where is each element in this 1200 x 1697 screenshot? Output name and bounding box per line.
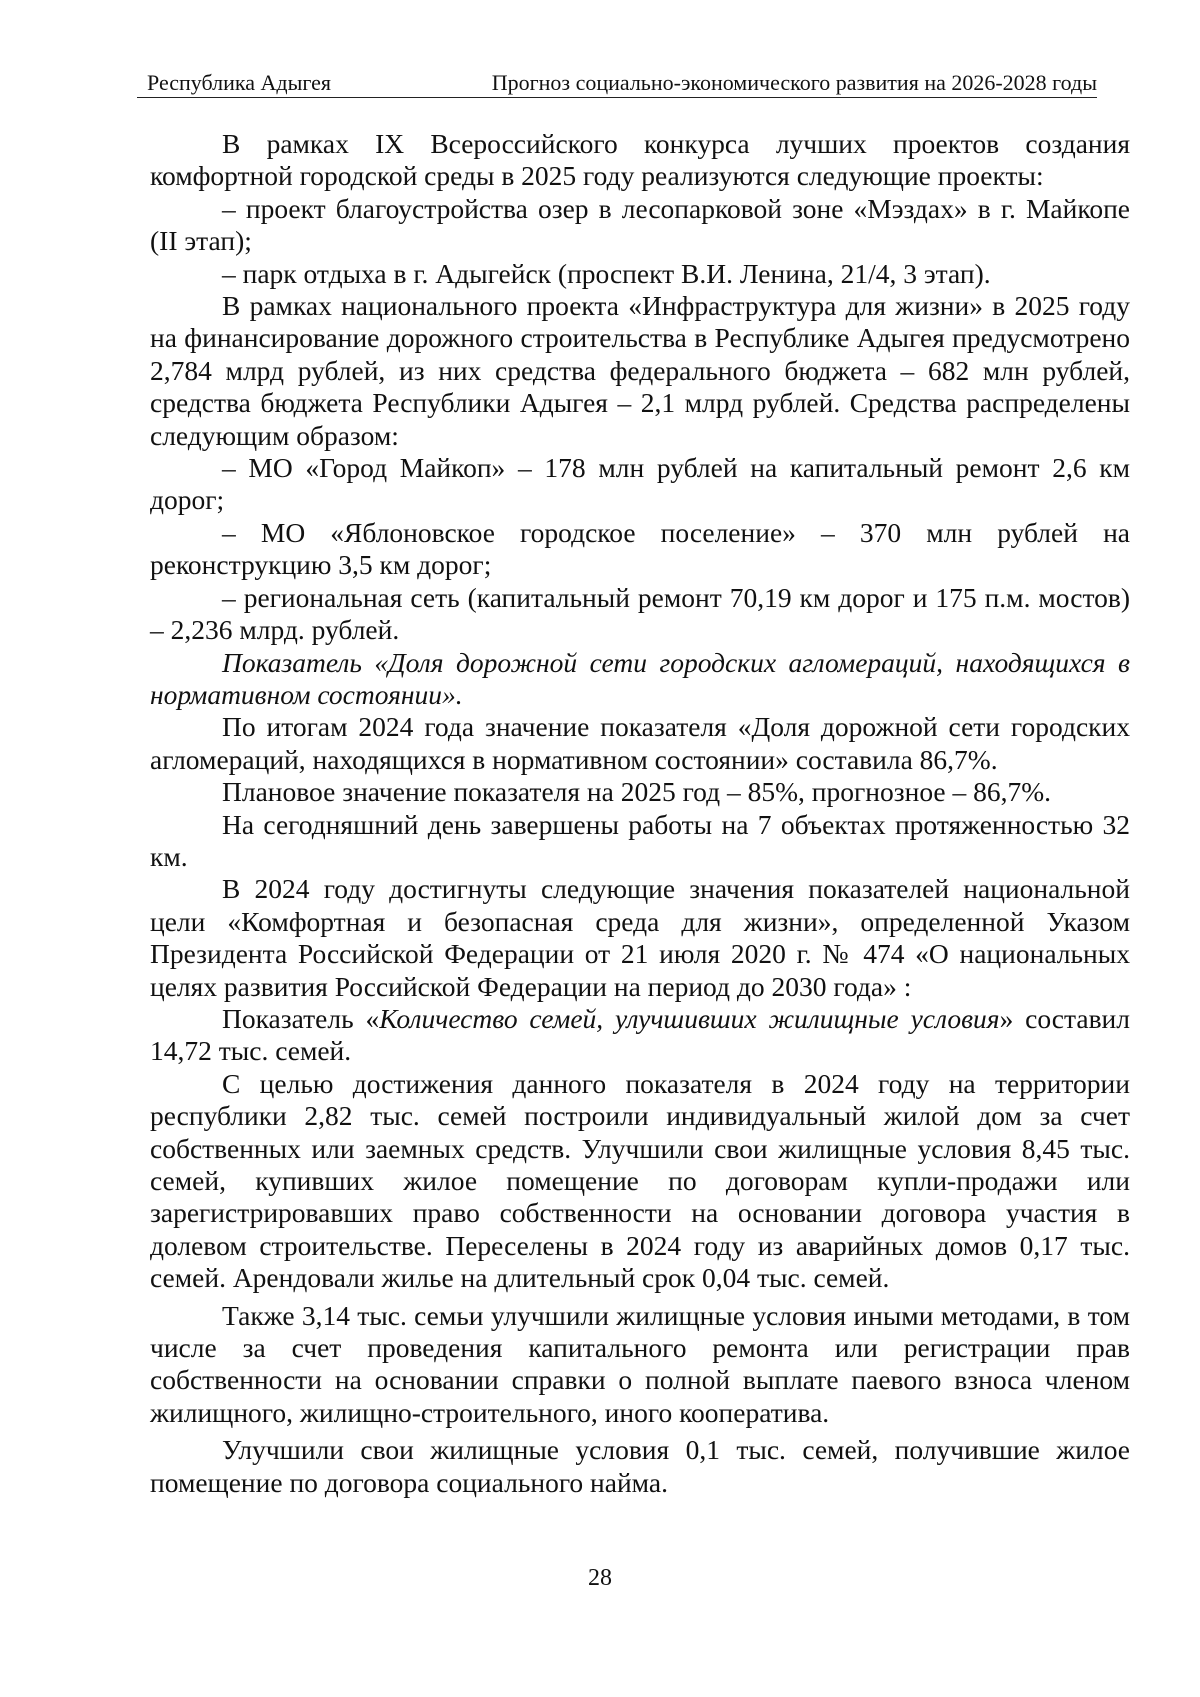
paragraph: С целью достижения данного показателя в 2024 году на территории республики 2,82 тыс. семей построили индивидуальный жилой дом за счет собственных или заемных средств. Улучшили свои жилищные условия 8,45 тыс. семей, купивших жилое помещение по договорам купли-продажи или зарегистрировавших право собственности на основании договора участия в долевом строительстве. Переселены в 2024 году из аварийных домов 0,17 тыс. семей. Арендовали жилье на длительный срок 0,04 тыс. семей. bbox=[150, 1067, 1130, 1294]
indicator-name: Количество семей, улучшивших жилищные условия bbox=[379, 1002, 1000, 1034]
list-item: – проект благоустройства озер в лесопарковой зоне «Мэздах» в г. Майкопе (II этап); bbox=[150, 192, 1130, 257]
list-item: – парк отдыха в г. Адыгейск (проспект В.И. Ленина, 21/4, 3 этап). bbox=[222, 257, 991, 289]
paragraph: В 2024 году достигнуты следующие значения показателей национальной цели «Комфортная и безопасная среда для жизни», определенной Указом Президента Российской Федерации от 21 июля 2020 г. № 474 «О национальных целях развития Российской Федерации на период до 2030 года» : bbox=[150, 873, 1130, 1002]
paragraph: Плановое значение показателя на 2025 год – 85%, прогнозное – 86,7%. bbox=[222, 776, 1052, 808]
indicator-paragraph bbox=[150, 1003, 1130, 1068]
list-item: – МО «Город Майкоп» – 178 млн рублей на капитальный ремонт 2,6 км дорог; bbox=[150, 452, 1130, 516]
indicator-prefix: Показатель « bbox=[222, 1002, 380, 1034]
paragraph: В рамках IX Всероссийского конкурса лучших проектов создания комфортной городской среды в 2025 году реализуются следующие проекты: bbox=[150, 128, 1130, 192]
header-region: Республика Адыгея bbox=[147, 70, 332, 95]
list-item: – МО «Яблоновское городское поселение» – 370 млн рублей на реконструкцию 3,5 км дорог; bbox=[150, 516, 1130, 581]
list-item: – региональная сеть (капитальный ремонт 70,19 км дорог и 175 п.м. мостов) – 2,236 млрд. рублей. bbox=[150, 581, 1130, 646]
indicator-suffix: » составил 14,72 тыс. семей. bbox=[150, 1002, 1130, 1067]
indicator-heading: Показатель «Доля дорожной сети городских агломераций, находящихся в нормативном состоянии». bbox=[150, 646, 1130, 710]
paragraph: В рамках национального проекта «Инфраструктура для жизни» в 2025 году на финансирование дорожного строительства в Республике Адыгея предусмотрено 2,784 млрд рублей, из них средства федерального бюджета – 682 млн рублей, средства бюджета Республики Адыгея – 2,1 млрд рублей. Средства распределены следующим образом: bbox=[150, 290, 1130, 451]
paragraph: Улучшили свои жилищные условия 0,1 тыс. семей, получившие жилое помещение по договора социального найма. bbox=[150, 1434, 1130, 1498]
running-header bbox=[137, 70, 1097, 98]
page-number: 28 bbox=[588, 1565, 612, 1591]
paragraph: На сегодняшний день завершены работы на 7 объектах протяженностью 32 км. bbox=[150, 808, 1130, 872]
document-body bbox=[150, 128, 1130, 1499]
paragraph: Также 3,14 тыс. семьи улучшили жилищные условия иными методами, в том числе за счет проведения капитального ремонта или регистрации прав собственности на основании справки о полной выплате паевого взноса членом жилищного, жилищно-строительного, иного кооператива. bbox=[150, 1299, 1130, 1428]
header-title: Прогноз социально-экономического развития на 2026-2028 годы bbox=[491, 70, 1097, 95]
paragraph: По итогам 2024 года значение показателя «Доля дорожной сети городских агломераций, находящихся в нормативном состоянии» составила 86,7%. bbox=[150, 711, 1130, 775]
